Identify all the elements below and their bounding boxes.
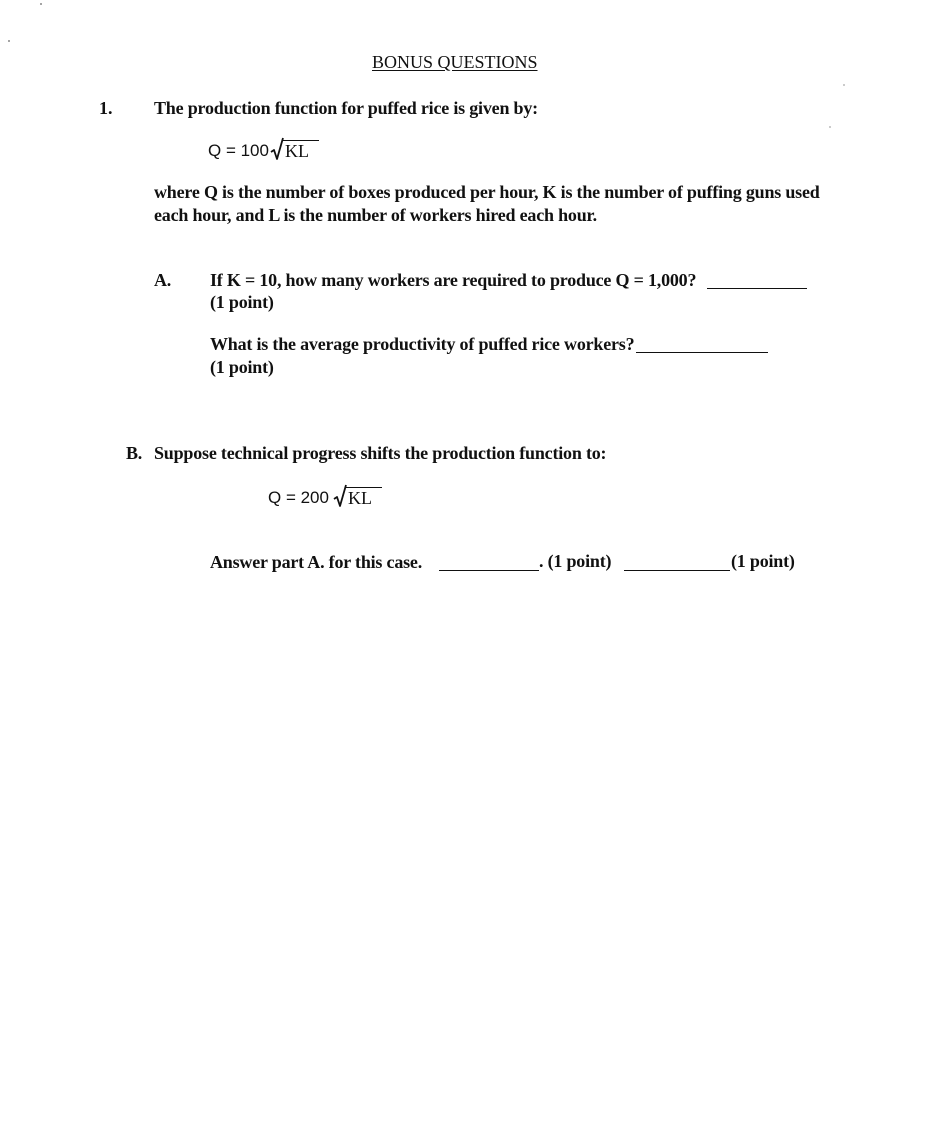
description-line-1: where Q is the number of boxes produced per hour, K is the number of puffing guns used [154,182,820,202]
scan-speck [843,84,845,86]
answer-blank[interactable] [624,558,730,576]
part-a-label: A. [154,270,172,290]
equation-radicand: KL [283,140,319,161]
part-a-question-1: If K = 10, how many workers are required to produce Q = 1,000? [210,270,697,290]
part-a-q2-points: (1 point) [210,357,274,377]
answer-blank[interactable] [439,558,539,576]
part-b-label: B. [126,443,143,463]
scan-speck [829,126,831,128]
part-a-q1-points: (1 point) [210,292,274,312]
question-number: 1. [99,98,113,118]
page-title: BONUS QUESTIONS [372,52,538,72]
part-a-question-2: What is the average productivity of puffed rice workers? [210,334,635,354]
question-intro: The production function for puffed rice is given by: [154,98,538,118]
equation-lhs: Q = 200 [268,488,329,507]
part-b-answer-prompt: Answer part A. for this case. [210,552,423,572]
square-root [270,137,319,161]
radical-sign-icon [270,137,284,161]
scan-speck [40,3,42,5]
square-root [333,484,382,508]
part-b-intro: Suppose technical progress shifts the production function to: [154,443,607,463]
radical-sign-icon [333,484,347,508]
scan-speck [8,40,10,42]
answer-blank[interactable] [636,340,768,358]
part-b-points-1: . (1 point) [539,551,612,571]
part-b-points-2: (1 point) [731,551,795,571]
description-line-2: each hour, and L is the number of workers hired each hour. [154,205,597,225]
equation-lhs: Q = 100 [208,141,269,160]
answer-blank[interactable] [707,276,807,294]
equation-radicand: KL [346,487,382,508]
new-production-function-equation [268,484,382,508]
production-function-equation [208,137,319,161]
